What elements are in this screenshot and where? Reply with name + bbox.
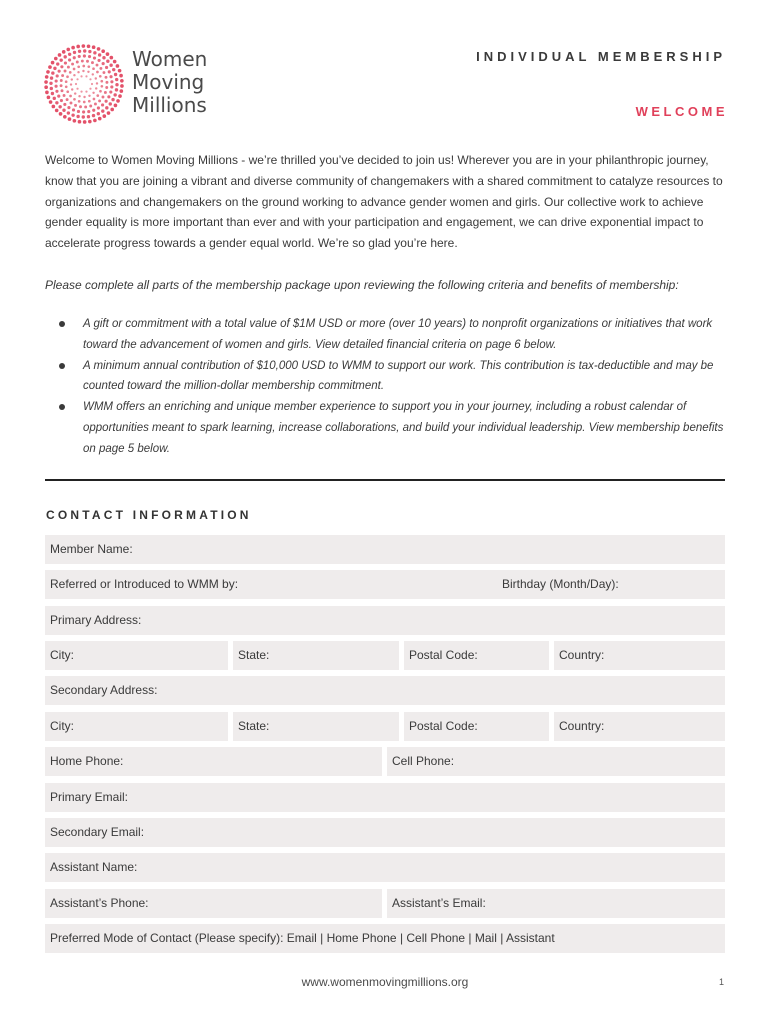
bullet-icon bbox=[59, 404, 65, 410]
secondary-city-field[interactable]: City: bbox=[45, 712, 228, 741]
assistant-name-field[interactable]: Assistant Name: bbox=[45, 853, 725, 882]
logo bbox=[44, 44, 224, 124]
referred-by-label: Referred or Introduced to WMM by: bbox=[50, 577, 239, 591]
instructions: Please complete all parts of the membership package upon reviewing the following criteria and benefits of membership: bbox=[45, 278, 679, 292]
criteria-item bbox=[45, 314, 729, 356]
criteria-list bbox=[45, 314, 729, 460]
secondary-address-field[interactable]: Secondary Address: bbox=[45, 676, 725, 705]
primary-state-field[interactable]: State: bbox=[233, 641, 399, 670]
primary-email-field[interactable]: Primary Email: bbox=[45, 783, 725, 812]
cell-phone-field[interactable]: Cell Phone: bbox=[387, 747, 725, 776]
preferred-contact-field[interactable]: Preferred Mode of Contact (Please specify): Email | Home Phone | Cell Phone | Mail | Assistant bbox=[45, 924, 725, 953]
logo-line-2: Moving bbox=[132, 70, 205, 94]
criteria-item bbox=[45, 397, 729, 459]
member-name-field[interactable]: Member Name: bbox=[45, 535, 725, 564]
starburst-logo-icon bbox=[44, 44, 128, 128]
logo-line-1: Women bbox=[132, 47, 208, 71]
assistant-phone-field[interactable]: Assistant’s Phone: bbox=[45, 889, 382, 918]
criteria-text: A minimum annual contribution of $10,000 USD to WMM to support our work. This contribution is tax-deductible and may be counted toward the million-dollar membership commitment. bbox=[83, 359, 714, 393]
page-subtitle: WELCOME bbox=[635, 104, 728, 119]
bullet-icon bbox=[59, 363, 65, 369]
bullet-icon bbox=[59, 321, 65, 327]
criteria-text: WMM offers an enriching and unique member experience to support you in your journey, including a robust calendar of opportunities meant to spark learning, increase collaborations, and build your individual leadership. View membership benefits on page 5 below. bbox=[83, 401, 724, 455]
primary-postal-code-field[interactable]: Postal Code: bbox=[404, 641, 549, 670]
primary-country-field[interactable]: Country: bbox=[554, 641, 725, 670]
assistant-email-field[interactable]: Assistant’s Email: bbox=[387, 889, 725, 918]
birthday-label: Birthday (Month/Day): bbox=[502, 577, 619, 591]
logo-line-3: Millions bbox=[132, 93, 207, 117]
primary-city-field[interactable]: City: bbox=[45, 641, 228, 670]
logo-wordmark bbox=[132, 48, 207, 117]
page-title: INDIVIDUAL MEMBERSHIP bbox=[476, 49, 726, 64]
intro-paragraph: Welcome to Women Moving Millions - we’re thrilled you’ve decided to join us! Wherever you are in your philanthropic journey, know that you are joining a vibrant and diverse community of changemakers with a shared commitment to catalyze resources to organizations and changemakers on the ground working to advance gender women and girls. Our collective work to achieve gender equality is more important than ever and with your participation and engagement, we can drive exponential impact to accelerate progress towards a gender equal world. We’re so glad you’re here. bbox=[45, 153, 723, 251]
primary-address-field[interactable]: Primary Address: bbox=[45, 606, 725, 635]
secondary-state-field[interactable]: State: bbox=[233, 712, 399, 741]
criteria-item bbox=[45, 356, 729, 398]
secondary-email-field[interactable]: Secondary Email: bbox=[45, 818, 725, 847]
home-phone-field[interactable]: Home Phone: bbox=[45, 747, 382, 776]
secondary-country-field[interactable]: Country: bbox=[554, 712, 725, 741]
footer-url[interactable]: www.womenmovingmillions.org bbox=[301, 975, 469, 989]
page-number: 1 bbox=[718, 977, 724, 987]
secondary-postal-code-field[interactable]: Postal Code: bbox=[404, 712, 549, 741]
referred-by-field[interactable] bbox=[45, 570, 725, 599]
section-divider bbox=[45, 479, 725, 481]
contact-section-title: CONTACT INFORMATION bbox=[46, 508, 252, 522]
criteria-text: A gift or commitment with a total value of $1M USD or more (over 10 years) to nonprofit organizations or initiatives that work toward the advancement of women and girls. View detailed financial criteria on page 6 below. bbox=[83, 318, 713, 351]
